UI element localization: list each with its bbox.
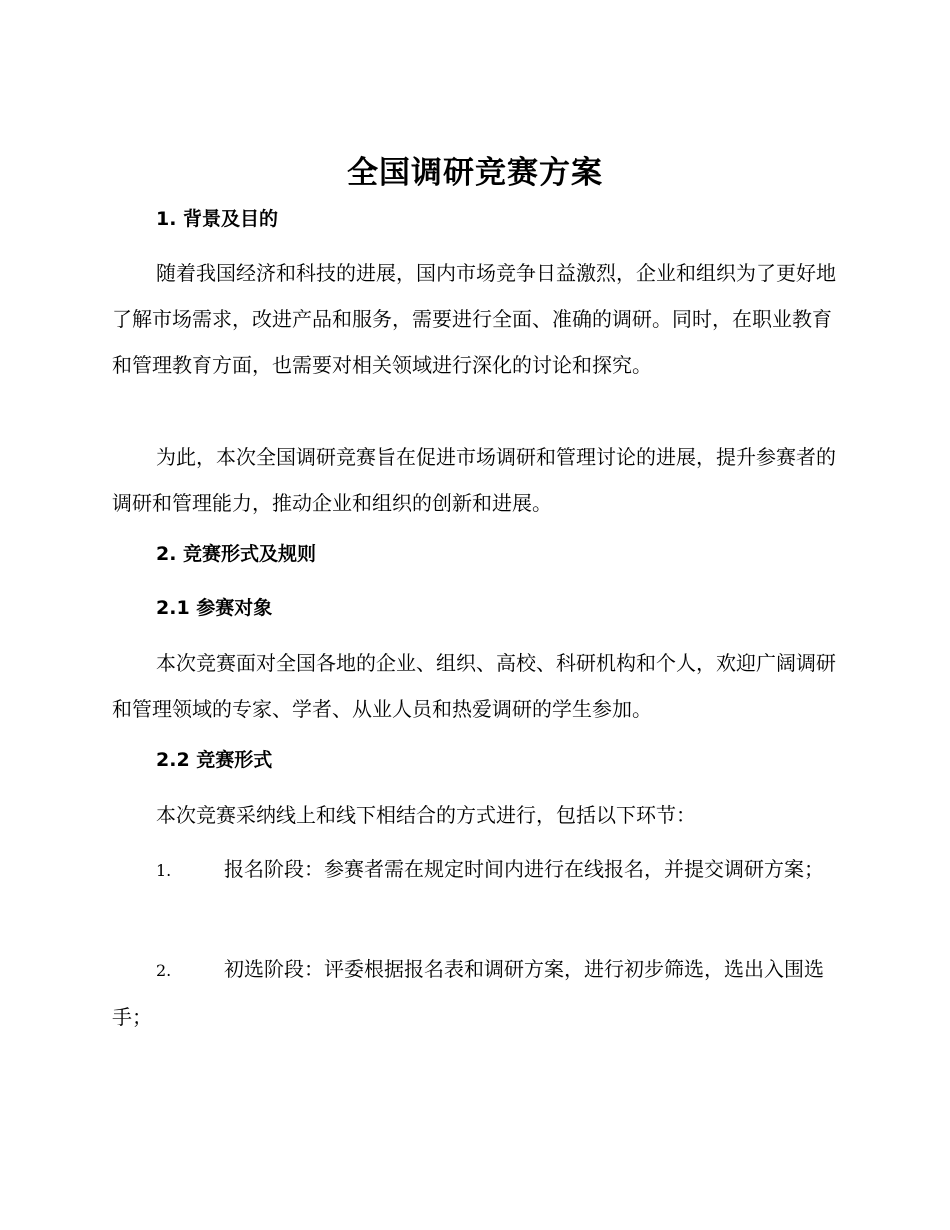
document-title: 全国调研竞赛方案 — [347, 155, 603, 191]
section-heading-background: 1. 背景及目的 — [156, 208, 279, 230]
list-item-1 — [112, 846, 837, 894]
list-number: 1. — [156, 861, 172, 880]
subsection-heading-participants: 2.1 参赛对象 — [156, 597, 273, 619]
subsection-heading-format: 2.2 竞赛形式 — [156, 749, 273, 771]
list-item-2 — [112, 946, 837, 1040]
paragraph-background-2: 为此，本次全国调研竞赛旨在促进市场调研和管理讨论的进展，提升参赛者的调研和管理能力，推动企业和组织的创新和进展。 — [112, 445, 836, 515]
section-heading-competition-format: 2. 竞赛形式及规则 — [156, 543, 317, 565]
list-text: 初选阶段：评委根据报名表和调研方案，进行初步筛选，选出入围选手； — [112, 957, 824, 1029]
paragraph-background-1: 随着我国经济和科技的进展，国内市场竞争日益激烈，企业和组织为了更好地了解市场需求，改进产品和服务，需要进行全面、准确的调研。同时，在职业教育和管理教育方面，也需要对相关领域进行深化的讨论和探究。 — [112, 261, 836, 377]
paragraph-format: 本次竞赛采纳线上和线下相结合的方式进行，包括以下环节： — [156, 803, 696, 827]
list-number: 2. — [156, 961, 172, 980]
list-text: 报名阶段：参赛者需在规定时间内进行在线报名，并提交调研方案； — [224, 857, 824, 881]
paragraph-participants: 本次竞赛面对全国各地的企业、组织、高校、科研机构和个人，欢迎广阔调研和管理领域的专家、学者、从业人员和热爱调研的学生参加。 — [112, 651, 836, 721]
